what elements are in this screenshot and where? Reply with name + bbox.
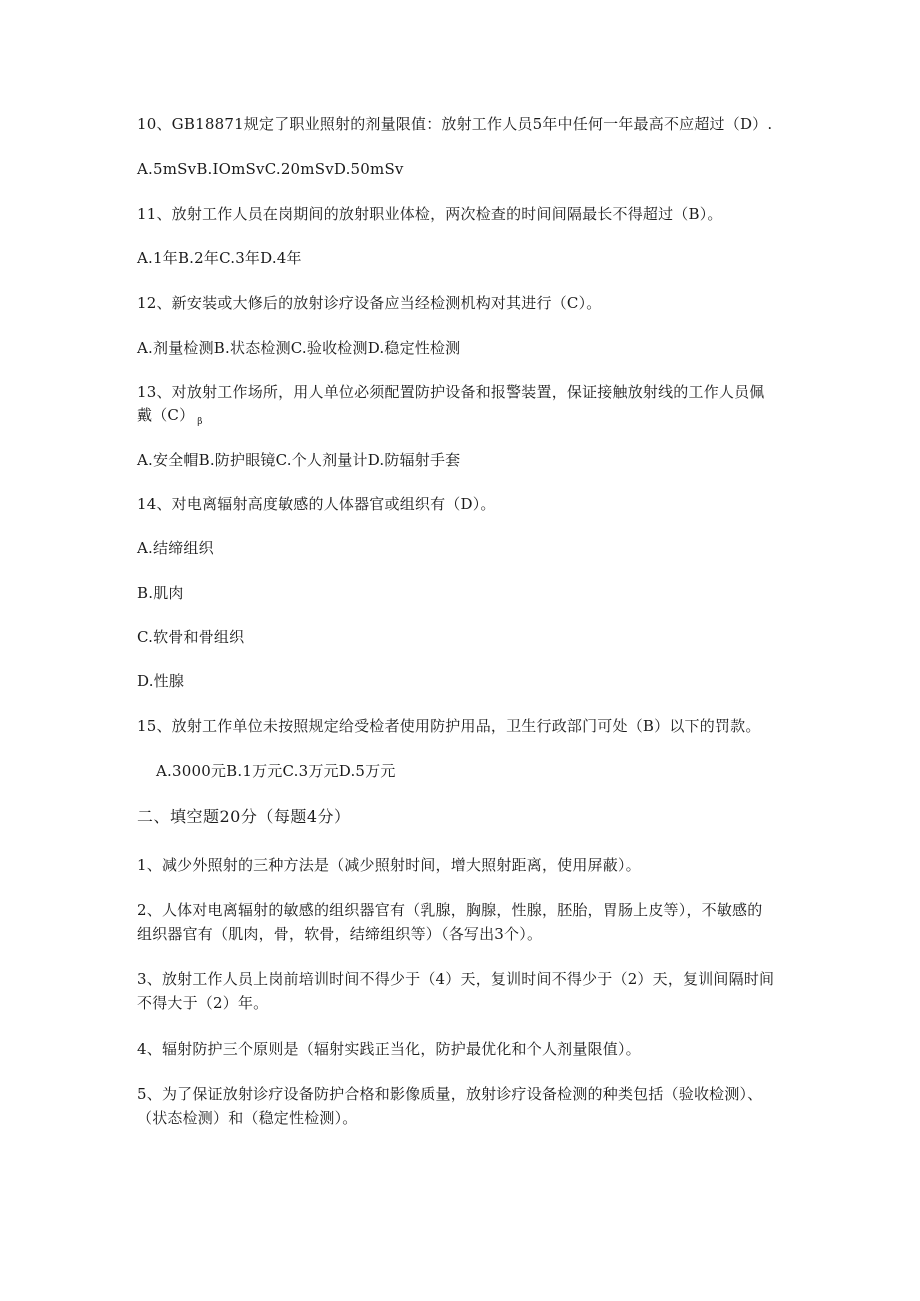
question-15-options: A.3000元B.1万元C.3万元D.5万元: [156, 762, 396, 780]
question-14-option-b: B.肌肉: [137, 584, 184, 602]
fill-item-5-line1: 5、为了保证放射诊疗设备防护合格和影像质量，放射诊疗设备检测的种类包括（验收检测）、: [137, 1085, 763, 1103]
question-13-options: A.安全帽B.防护眼镜C.个人剂量计D.防辐射手套: [137, 451, 461, 469]
question-12-options: A.剂量检测B.状态检测C.验收检测D.稳定性检测: [137, 339, 461, 357]
question-14-stem: 14、对电离辐射高度敏感的人体器官或组织有（D）。: [137, 495, 496, 513]
question-13-stem-line2: [137, 404, 203, 433]
question-13-stem-text: 戴（C）: [137, 406, 195, 424]
fill-item-4: 4、辐射防护三个原则是（辐射实践正当化，防护最优化和个人剂量限值）。: [137, 1040, 641, 1058]
fill-item-3-line1: 3、放射工作人员上岗前培训时间不得少于（4）天，复训时间不得少于（2）天，复训间隔时间: [137, 970, 775, 988]
question-11-stem: 11、放射工作人员在岗期间的放射职业体检，两次检查的时间间隔最长不得超过（B）。: [137, 205, 723, 223]
question-13-stem-line1: 13、对放射工作场所，用人单位必须配置防护设备和报警装置，保证接触放射线的工作人员佩: [137, 383, 765, 401]
question-11-options: A.1年B.2年C.3年D.4年: [137, 249, 302, 267]
fill-item-2-line1: 2、人体对电离辐射的敏感的组织器官有（乳腺，胸腺，性腺，胚胎，胃肠上皮等），不敏感的: [137, 901, 763, 919]
section-two-heading: 二、填空题20分（每题4分）: [137, 807, 351, 826]
fill-item-2-line2: 组织器官有（肌肉，骨，软骨，结缔组织等）（各写出3个）。: [137, 925, 543, 943]
question-10-stem: 10、GB18871规定了职业照射的剂量限值：放射工作人员5年中任何一年最高不应超过（D）.: [137, 115, 773, 133]
question-13-mark: β: [197, 417, 203, 427]
question-10-options: A.5mSvB.IOmSvC.20mSvD.50mSv: [137, 160, 404, 178]
question-14-option-d: D.性腺: [137, 672, 185, 690]
fill-item-5-line2: （状态检测）和（稳定性检测）。: [137, 1109, 358, 1127]
fill-item-1: 1、减少外照射的三种方法是（减少照射时间，增大照射距离，使用屏蔽）。: [137, 856, 641, 874]
question-15-stem: 15、放射工作单位未按照规定给受检者使用防护用品，卫生行政部门可处（B）以下的罚款。: [137, 717, 761, 735]
fill-item-3-line2: 不得大于（2）年。: [137, 994, 269, 1012]
question-12-stem: 12、新安装或大修后的放射诊疗设备应当经检测机构对其进行（C）。: [137, 294, 602, 312]
question-14-option-c: C.软骨和骨组织: [137, 628, 245, 646]
question-14-option-a: A.结缔组织: [137, 539, 214, 557]
